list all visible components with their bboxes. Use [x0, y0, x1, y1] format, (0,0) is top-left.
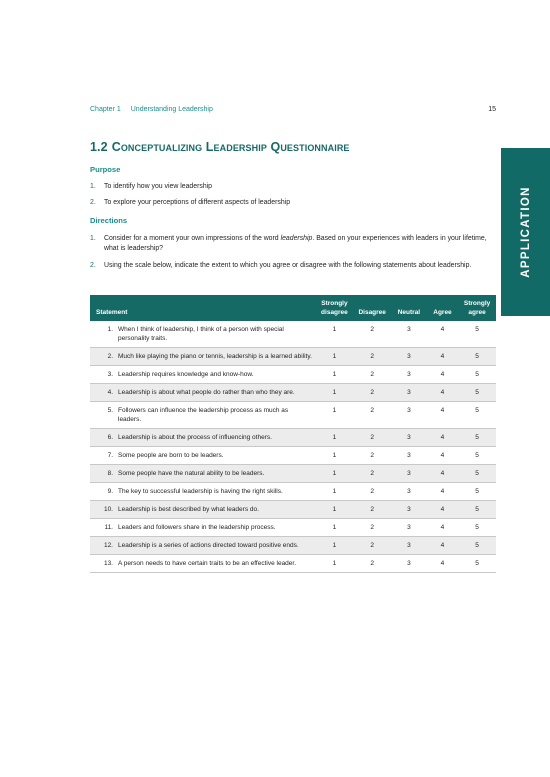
row-number: 5. — [107, 407, 113, 414]
row-number: 13. — [103, 560, 113, 567]
rating-option[interactable]: 2 — [370, 524, 374, 531]
rating-option[interactable]: 5 — [475, 389, 479, 396]
rating-option[interactable]: 4 — [440, 434, 445, 441]
table-row — [90, 366, 496, 384]
column-header: Disagree — [358, 309, 386, 316]
rating-option[interactable]: 3 — [407, 470, 411, 477]
statement-cell — [90, 483, 316, 501]
row-number: 8. — [107, 470, 113, 477]
row-number: 4. — [107, 389, 113, 396]
statement-text: Some people have the natural ability to be leaders. — [118, 470, 265, 477]
title-text: Conceptualizing Leadership Questionnaire — [111, 140, 350, 154]
statement-cell — [90, 465, 316, 483]
item-text-emphasis: leadership — [280, 235, 313, 242]
table-row — [90, 519, 496, 537]
rating-option[interactable]: 4 — [440, 560, 445, 567]
rating-option[interactable]: 4 — [440, 452, 445, 459]
rating-option[interactable]: 1 — [332, 488, 337, 495]
rating-option[interactable]: 4 — [440, 389, 445, 396]
column-header: Strongly agree — [463, 300, 491, 316]
page-number: 15 — [488, 106, 496, 113]
statement-cell — [90, 519, 316, 537]
rating-option[interactable]: 5 — [475, 353, 479, 360]
statement-cell — [90, 501, 316, 519]
table-row — [90, 348, 496, 366]
rating-option[interactable]: 5 — [475, 470, 479, 477]
table-row — [90, 501, 496, 519]
rating-option[interactable]: 4 — [440, 371, 445, 378]
column-header: Neutral — [397, 309, 421, 316]
column-header: Statement — [96, 309, 128, 316]
row-number: 12. — [103, 542, 113, 549]
table-row — [90, 465, 496, 483]
purpose-item — [90, 182, 496, 192]
item-text: Using the scale below, indicate the extent to which you agree or disagree with the following statements about leadership. — [104, 262, 472, 269]
table-row — [90, 429, 496, 447]
table-row — [90, 447, 496, 465]
rating-option[interactable]: 4 — [440, 524, 445, 531]
rating-option[interactable]: 1 — [332, 452, 337, 459]
purpose-heading: Purpose — [90, 165, 121, 174]
rating-option[interactable]: 5 — [475, 371, 479, 378]
rating-option[interactable]: 2 — [370, 353, 374, 360]
rating-option[interactable]: 5 — [475, 407, 479, 414]
statement-text: The key to successful leadership is having the right skills. — [118, 488, 283, 495]
statement-cell — [90, 537, 316, 555]
statement-text: Much like playing the piano or tennis, leadership is a learned ability. — [118, 353, 312, 360]
row-number: 9. — [107, 488, 113, 495]
row-number: 10. — [103, 506, 113, 513]
rating-option[interactable]: 3 — [407, 389, 411, 396]
rating-option[interactable]: 5 — [475, 452, 479, 459]
side-tab-label: APPLICATION — [519, 186, 532, 278]
rating-option[interactable]: 4 — [440, 542, 445, 549]
rating-option[interactable]: 1 — [332, 506, 337, 513]
rating-option[interactable]: 2 — [370, 542, 374, 549]
rating-option[interactable]: 2 — [370, 470, 374, 477]
application-side-tab — [501, 148, 550, 316]
questionnaire-table — [90, 295, 496, 573]
item-text: To explore your perceptions of different aspects of leadership — [104, 199, 291, 206]
table-row — [90, 483, 496, 501]
table-row — [90, 555, 496, 573]
row-number: 1. — [107, 326, 113, 333]
item-text-end: . Based on your experiences with leaders in your lifetime, what is leadership? — [104, 235, 487, 252]
rating-option[interactable]: 1 — [332, 560, 337, 567]
statement-text: Leadership is best described by what leaders do. — [118, 506, 259, 513]
statement-cell — [90, 402, 316, 429]
rating-option[interactable]: 2 — [370, 506, 374, 513]
rating-option[interactable]: 3 — [407, 371, 411, 378]
directions-heading: Directions — [90, 216, 128, 225]
column-header: Agree — [433, 309, 452, 316]
rating-option[interactable]: 1 — [332, 434, 337, 441]
row-number: 11. — [104, 524, 113, 531]
statement-text: A person needs to have certain traits to be an effective leader. — [118, 560, 297, 567]
statement-text: When I think of leadership, I think of a person with special personality traits. — [118, 326, 284, 342]
row-number: 6. — [107, 434, 113, 441]
rating-option[interactable]: 2 — [370, 407, 374, 414]
rating-option[interactable]: 3 — [407, 326, 411, 333]
rating-option[interactable]: 1 — [332, 371, 337, 378]
item-number: 2. — [90, 199, 96, 206]
statement-text: Some people are born to be leaders. — [118, 452, 224, 459]
directions-item — [90, 261, 496, 271]
rating-option[interactable]: 4 — [440, 470, 445, 477]
rating-option[interactable]: 3 — [407, 542, 411, 549]
statement-cell — [90, 366, 316, 384]
statement-cell — [90, 555, 316, 573]
rating-option[interactable]: 5 — [475, 506, 479, 513]
item-text: To identify how you view leadership — [104, 183, 213, 190]
row-number: 2. — [107, 353, 113, 360]
rating-option[interactable]: 5 — [475, 326, 479, 333]
rating-option[interactable]: 5 — [475, 434, 479, 441]
chapter-title: Understanding Leadership — [130, 106, 213, 113]
rating-option[interactable]: 2 — [370, 434, 374, 441]
rating-option[interactable]: 1 — [332, 326, 337, 333]
rating-option[interactable]: 2 — [370, 371, 374, 378]
rating-option[interactable]: 4 — [440, 488, 445, 495]
table-row — [90, 321, 496, 348]
rating-option[interactable]: 1 — [332, 542, 337, 549]
statement-text: Leaders and followers share in the leadership process. — [118, 524, 276, 531]
column-header: Strongly disagree — [321, 300, 348, 316]
rating-option[interactable]: 1 — [332, 524, 337, 531]
statement-cell — [90, 384, 316, 402]
rating-option[interactable]: 4 — [440, 353, 445, 360]
table-row — [90, 384, 496, 402]
rating-option[interactable]: 3 — [407, 434, 411, 441]
item-number: 1. — [90, 183, 96, 190]
item-text — [104, 234, 496, 254]
rating-option[interactable]: 3 — [407, 452, 411, 459]
rating-option[interactable]: 3 — [407, 407, 411, 414]
rating-option[interactable]: 1 — [332, 353, 337, 360]
rating-option[interactable]: 5 — [475, 542, 479, 549]
rating-option[interactable]: 4 — [440, 506, 445, 513]
rating-option[interactable]: 1 — [332, 389, 337, 396]
purpose-item — [90, 198, 496, 208]
row-number: 7. — [107, 452, 113, 459]
table-header-row — [90, 295, 496, 321]
statement-cell — [90, 447, 316, 465]
rating-option[interactable]: 1 — [332, 407, 337, 414]
rating-option[interactable]: 5 — [475, 524, 479, 531]
rating-option[interactable]: 2 — [370, 488, 374, 495]
statement-text: Followers can influence the leadership process as much as leaders. — [118, 407, 289, 423]
rating-option[interactable]: 3 — [407, 353, 411, 360]
rating-option[interactable]: 2 — [370, 560, 374, 567]
statement-text: Leadership is about the process of influencing others. — [118, 434, 272, 441]
rating-option[interactable]: 2 — [370, 452, 374, 459]
statement-cell — [90, 429, 316, 447]
chapter-label: Chapter 1 — [90, 106, 121, 113]
rating-option[interactable]: 1 — [332, 470, 337, 477]
table-row — [90, 402, 496, 429]
running-head — [90, 106, 496, 113]
rating-option[interactable]: 5 — [475, 560, 479, 567]
rating-option[interactable]: 4 — [440, 326, 445, 333]
table-row — [90, 537, 496, 555]
page-title — [90, 140, 350, 154]
rating-option[interactable]: 3 — [407, 524, 411, 531]
rating-option[interactable]: 2 — [370, 389, 374, 396]
row-number: 3. — [107, 371, 113, 378]
item-text-start: Consider for a moment your own impressions of the word — [104, 235, 281, 242]
statement-text: Leadership is about what people do rather than who they are. — [118, 389, 295, 396]
rating-option[interactable]: 3 — [407, 560, 411, 567]
rating-option[interactable]: 4 — [440, 407, 445, 414]
statement-text: Leadership is a series of actions directed toward positive ends. — [118, 542, 299, 549]
statement-cell — [90, 321, 316, 348]
rating-option[interactable]: 3 — [407, 488, 411, 495]
rating-option[interactable]: 3 — [407, 506, 411, 513]
title-number: 1.2 — [90, 140, 108, 154]
item-number: 1. — [90, 235, 96, 242]
statement-cell — [90, 348, 316, 366]
statement-text: Leadership requires knowledge and know-how. — [118, 371, 254, 378]
rating-option[interactable]: 5 — [475, 488, 479, 495]
rating-option[interactable]: 2 — [370, 326, 374, 333]
directions-item — [90, 234, 496, 254]
item-number: 2. — [90, 262, 96, 269]
